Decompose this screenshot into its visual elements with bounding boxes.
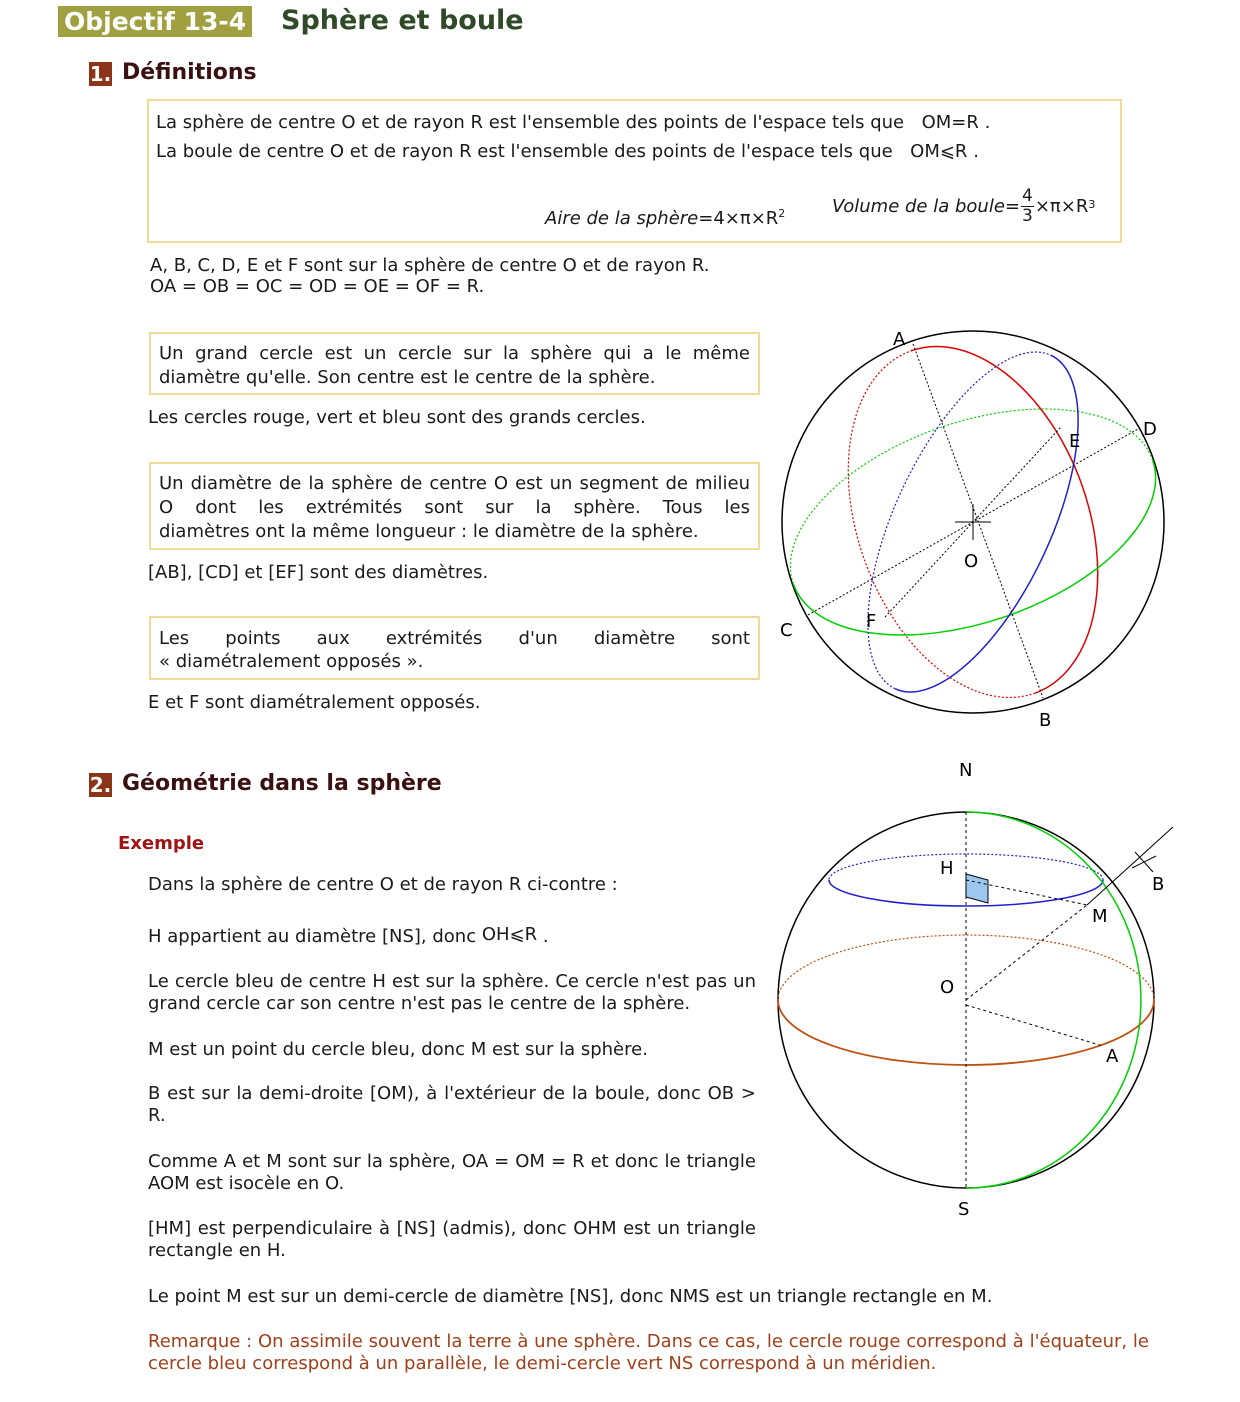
paragraph-blue-circle: Le cercle bleu de centre H est sur la sphère. Ce cercle n'est pas un grand cercle car son centre n'est pas le centre de la sphère. — [148, 971, 756, 1014]
great-circle-box — [149, 332, 760, 395]
label-D: D — [1143, 419, 1157, 440]
paragraph-ohm: [HM] est perpendiculaire à [NS] (admis), donc OHM est un triangle rectangle en H. — [148, 1218, 756, 1261]
equator-circle-front — [778, 1000, 1154, 1065]
right-angle-marker — [966, 874, 988, 903]
paragraph-b: B est sur la demi-droite [OM), à l'extérieur de la boule, donc OB > R. — [148, 1083, 756, 1126]
sphere-formula: OM=R — [921, 112, 979, 133]
opposed-definition-line2: « diamétralement opposés ». — [159, 651, 424, 672]
points-statement: A, B, C, D, E et F sont sur la sphère de centre O et de rayon R. OA = OB = OC = OD = OE = OF = R. — [150, 255, 710, 297]
paragraph-aom: Comme A et M sont sur la sphère, OA = OM = R et donc le triangle AOM est isocèle en O. — [148, 1151, 756, 1194]
oh-formula: OH⩽R — [481, 924, 538, 945]
paragraph-nms: Le point M est sur un demi-cercle de diamètre [NS], donc NMS est un triangle rectangle en M. — [148, 1286, 993, 1307]
diameter-definition-line1: Un diamètre de la sphère de centre O est un segment de milieu O dont les extrémités sont sur la sphère. Tous les — [159, 473, 750, 518]
diameter-note: [AB], [CD] et [EF] sont des diamètres. — [148, 562, 489, 583]
sphere-great-circles-figure — [760, 310, 1200, 730]
label-B-2: B — [1152, 874, 1165, 895]
area-formula: Aire de la $sphère=4\times\pi\times R^2$ — [545, 207, 786, 229]
great-circle-note: Les cercles rouge, vert et bleu sont des grands cercles. — [148, 407, 646, 428]
label-E: E — [1069, 431, 1081, 452]
sphere-geometry-figure — [760, 760, 1200, 1225]
paragraph-m: M est un point du cercle bleu, donc M est sur la sphère. — [148, 1039, 648, 1060]
segment-OA — [966, 1005, 1103, 1046]
segment-OM — [966, 905, 1087, 1000]
label-H: H — [940, 858, 954, 879]
volume-formula: Volume de la boule = $\frac{4}{3}$ ×π×R 3 — [832, 186, 1096, 226]
diameter-box — [149, 462, 760, 550]
opposed-note: E et F sont diamétralement opposés. — [148, 692, 481, 713]
sphere-definition: La sphère de centre O et de rayon R est l'ensemble des points de l'espace tels que OM=R . — [156, 112, 991, 133]
opposed-box — [149, 616, 760, 680]
section-1-number: 1. — [89, 62, 112, 86]
example-intro: Dans la sphère de centre O et de rayon R ci-contre : — [148, 874, 618, 895]
definition-box — [147, 99, 1122, 243]
meridian-half-circle — [966, 812, 1141, 1188]
page-title: Sphère et boule — [281, 5, 524, 36]
section-2-title: Géométrie dans la sphère — [122, 771, 442, 796]
ball-formula: OM⩽R — [910, 141, 968, 162]
example-label: Exemple — [118, 833, 205, 854]
point-B-cross-2 — [1132, 856, 1156, 868]
label-B: B — [1039, 710, 1052, 731]
diameter-AB — [913, 344, 1043, 698]
section-1-title: Définitions — [122, 60, 257, 85]
paragraph-h: H appartient au diamètre [NS], donc OH⩽R . — [148, 924, 549, 947]
label-O: O — [964, 551, 979, 572]
opposed-definition-line1: Les points aux extrémités d'un diamètre sont — [159, 628, 750, 649]
remark: Remarque : On assimile souvent la terre à une sphère. Dans ce cas, le cercle rouge correspond à l'équateur, le cercle bleu correspond à un parallèle, le demi-cercle vert NS correspond à un méridien. — [148, 1331, 1149, 1374]
section-2-number: 2. — [89, 773, 112, 797]
label-M: M — [1092, 906, 1108, 927]
label-A: A — [893, 329, 906, 350]
label-N: N — [959, 760, 973, 781]
label-C: C — [780, 620, 793, 641]
diameter-definition-line2: diamètres ont la même longueur : le diamètre de la sphère. — [159, 521, 699, 542]
ball-definition: La boule de centre O et de rayon R est l'ensemble des points de l'espace tels que OM⩽R . — [156, 141, 979, 162]
objective-tag: Objectif 13-4 — [58, 6, 252, 37]
great-circle-definition: Un grand cercle est un cercle sur la sphère qui a le même diamètre qu'elle. Son centre est le centre de la sphère. — [159, 343, 750, 388]
label-S: S — [958, 1199, 970, 1220]
label-O-2: O — [940, 977, 955, 998]
label-A-2: A — [1106, 1046, 1119, 1067]
label-F: F — [866, 611, 877, 632]
